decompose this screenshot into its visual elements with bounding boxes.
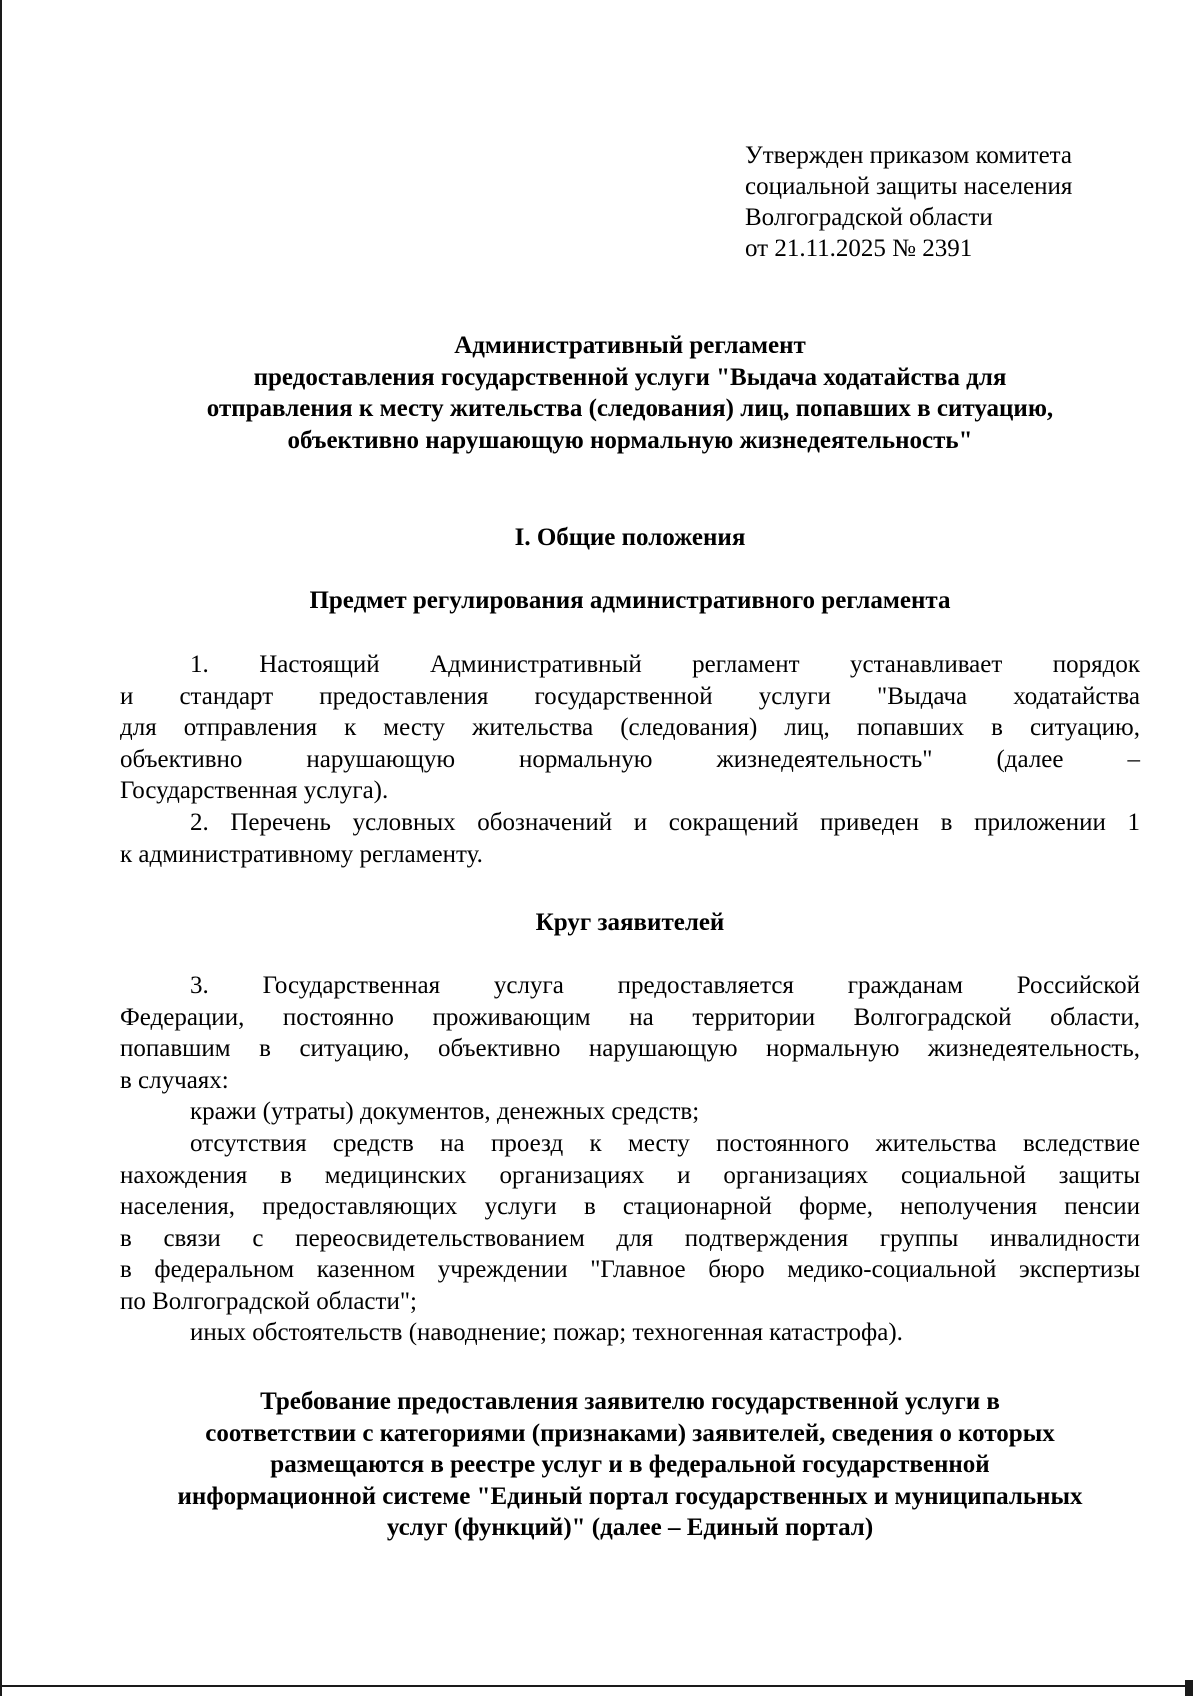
paragraph-line: Государственная услуга). [120, 777, 389, 804]
scan-edge-left [0, 0, 2, 1696]
section-heading-text: I. Общие положения [514, 524, 746, 551]
paragraph-line: отсутствия средств на проезд к месту постоянного жительства вследствие [190, 1130, 1140, 1157]
paragraph-line: попавшим в ситуацию, объективно нарушающую нормальную жизнедеятельность, [120, 1035, 1140, 1062]
subsection-heading-line: соответствии с категориями (признаками) заявителей, сведения о которых [205, 1419, 1055, 1447]
subsection-heading-line: Требование предоставления заявителю государственной услуги в [260, 1388, 1000, 1415]
paragraph-line: нахождения в медицинских организациях и организациях социальной защиты [120, 1161, 1140, 1189]
subsection-heading-applicants [100, 907, 1160, 939]
scan-edge-bottom [0, 1685, 1190, 1687]
paragraph-line: объективно нарушающую нормальную жизнедеятельность" (далее – [120, 745, 1140, 773]
case-item-3 [120, 1317, 1140, 1349]
subsection-heading-requirement [100, 1386, 1160, 1544]
approval-line: Волгоградской области [745, 204, 993, 231]
paragraph-2 [120, 807, 1140, 870]
paragraph-line: 3. Государственная услуга предоставляется гражданам Российской [190, 972, 1140, 999]
document-title [100, 330, 1160, 456]
title-line: предоставления государственной услуги "Выдача ходатайства для [253, 363, 1007, 391]
paragraph-line: в связи с переосвидетельствованием для подтверждения группы инвалидности [120, 1224, 1140, 1252]
section-heading-general [100, 522, 1160, 554]
subsection-heading-text: Предмет регулирования административного регламента [309, 587, 951, 614]
paragraph-line: Федерации, постоянно проживающим на территории Волгоградской области, [120, 1003, 1140, 1031]
subsection-heading-line: размещаются в реестре услуг и в федеральной государственной [270, 1451, 990, 1478]
paragraph-line: кражи (утраты) документов, денежных средств; [190, 1098, 700, 1125]
case-item-2 [120, 1128, 1140, 1317]
subsection-heading-line: информационной системе "Единый портал государственных и муниципальных [177, 1482, 1083, 1510]
paragraph-1 [120, 649, 1140, 807]
approval-line: от 21.11.2025 № 2391 [745, 235, 973, 262]
paragraph-line: по Волгоградской области"; [120, 1287, 417, 1315]
paragraph-line: в федеральном казенном учреждении "Главное бюро медико-социальной экспертизы [120, 1256, 1140, 1283]
subsection-heading-text: Круг заявителей [535, 909, 725, 936]
paragraph-line: 2. Перечень условных обозначений и сокращений приведен в приложении 1 [190, 809, 1140, 836]
paragraph-line: к административному регламенту. [120, 840, 483, 868]
paragraph-line: 1. Настоящий Административный регламент устанавливает порядок [190, 651, 1140, 678]
paragraph-line: для отправления к месту жительства (следования) лиц, попавших в ситуацию, [120, 714, 1140, 741]
title-line: отправления к месту жительства (следования) лиц, попавших в ситуацию, [206, 395, 1054, 422]
subsection-heading-subject [100, 585, 1160, 617]
paragraph-line: населения, предоставляющих услуги в стационарной форме, неполучения пенсии [120, 1193, 1140, 1220]
approval-line: Утвержден приказом комитета [745, 142, 1072, 169]
paragraph-line: иных обстоятельств (наводнение; пожар; техногенная катастрофа). [190, 1319, 903, 1346]
title-line: объективно нарушающую нормальную жизнедеятельность" [287, 426, 973, 454]
title-line: Административный регламент [454, 332, 806, 359]
paragraph-3 [120, 970, 1140, 1096]
paragraph-line: и стандарт предоставления государственной услуги "Выдача ходатайства [120, 682, 1140, 710]
scan-corner-mark [1185, 1680, 1193, 1696]
paragraph-line: в случаях: [120, 1066, 229, 1094]
approval-stamp-block [745, 140, 1165, 264]
case-item-1 [120, 1096, 1140, 1128]
subsection-heading-line: услуг (функций)" (далее – Единый портал) [386, 1514, 874, 1541]
approval-line: социальной защиты населения [745, 173, 1073, 200]
